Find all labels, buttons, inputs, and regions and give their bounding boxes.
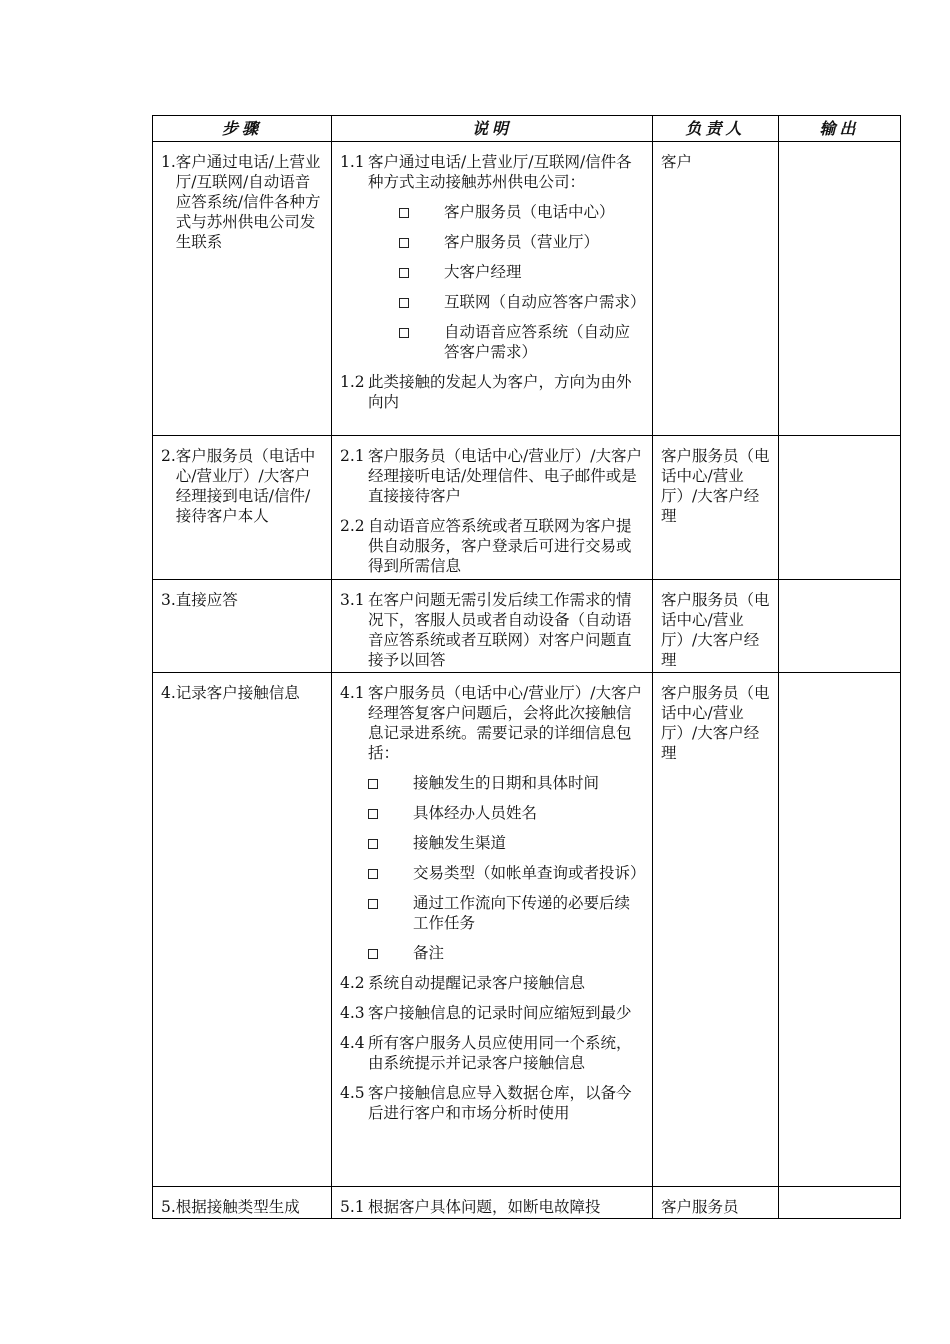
item-text: 系统自动提醒记录客户接触信息 [368, 974, 586, 992]
item-number: 4.2 [340, 974, 365, 992]
item-number: 3.1 [340, 591, 365, 609]
step-number: 2. [161, 447, 176, 465]
checkbox-bullet-icon [399, 208, 409, 218]
step-cell [153, 142, 332, 436]
output-cell [779, 673, 901, 1187]
bullet-text: 接触发生的日期和具体时间 [413, 774, 600, 792]
output-cell [779, 436, 901, 580]
step-cell [153, 580, 332, 673]
checkbox-bullet-icon [368, 949, 378, 959]
item-number: 2.1 [340, 447, 365, 465]
checkbox-bullet-icon [399, 298, 409, 308]
output-cell [779, 1187, 901, 1219]
output-text [779, 436, 900, 446]
owner-text: 客户服务员（电话中心/营业厅）/大客户经理 [661, 591, 770, 669]
owner-cell [653, 1187, 779, 1219]
output-cell [779, 142, 901, 436]
table-row [153, 142, 901, 436]
checkbox-bullet-icon [368, 839, 378, 849]
bullet-text: 具体经办人员姓名 [413, 804, 538, 822]
item-text: 所有客户服务人员应使用同一个系统，由系统提示并记录客户接触信息 [368, 1034, 632, 1072]
owner-text: 客户服务员（电话中心/营业厅）/大客户经理 [661, 447, 770, 525]
checkbox-bullet-icon [368, 869, 378, 879]
owner-text: 客户服务员 [661, 1198, 739, 1216]
owner-cell [653, 580, 779, 673]
output-cell [779, 580, 901, 673]
checkbox-bullet-icon [368, 779, 378, 789]
owner-cell [653, 436, 779, 580]
bullet-text: 自动语音应答系统（自动应答客户需求） [444, 323, 631, 361]
output-text [779, 1187, 900, 1197]
step-number: 1. [161, 153, 176, 171]
header-row [153, 116, 901, 142]
step-text: 客户通过电话/上营业厅/互联网/自动语音应答系统/信件各种方式与苏州供电公司发生联系 [175, 153, 321, 251]
bullet-text: 客户服务员（营业厅） [444, 233, 600, 251]
process-table [152, 115, 901, 1219]
item-text: 客户接触信息的记录时间应缩短到最少 [368, 1004, 632, 1022]
owner-cell [653, 142, 779, 436]
step-number: 5. [161, 1198, 176, 1216]
item-number: 2.2 [340, 517, 365, 535]
item-text: 客户接触信息应导入数据仓库，以备今后进行客户和市场分析时使用 [368, 1084, 632, 1122]
owner-cell [653, 673, 779, 1187]
table-row [153, 1187, 901, 1219]
bullet-text: 互联网（自动应答客户需求） [444, 293, 646, 311]
owner-text: 客户服务员（电话中心/营业厅）/大客户经理 [661, 684, 770, 762]
item-number: 4.5 [340, 1084, 365, 1102]
checkbox-bullet-icon [399, 268, 409, 278]
item-number: 4.3 [340, 1004, 365, 1022]
checkbox-bullet-icon [399, 238, 409, 248]
header-output: 输出 [779, 116, 901, 142]
description-cell [332, 580, 653, 673]
item-text: 此类接触的发起人为客户，方向为由外向内 [368, 373, 632, 411]
step-number: 4. [161, 684, 176, 702]
item-text: 自动语音应答系统或者互联网为客户提供自动服务，客户登录后可进行交易或得到所需信息 [368, 517, 632, 575]
checkbox-bullet-icon [368, 809, 378, 819]
item-number: 4.4 [340, 1034, 365, 1052]
description-cell [332, 1187, 653, 1219]
item-text: 在客户问题无需引发后续工作需求的情况下，客服人员或者自动设备（自动语音应答系统或者互联网）对客户问题直接予以回答 [368, 591, 632, 669]
step-cell [153, 1187, 332, 1219]
step-number: 3. [161, 591, 176, 609]
step-text: 直接应答 [175, 591, 238, 609]
item-number: 1.2 [340, 373, 365, 391]
bullet-text: 客户服务员（电话中心） [444, 203, 615, 221]
checkbox-bullet-icon [399, 328, 409, 338]
item-number: 1.1 [340, 153, 365, 171]
item-text: 客户服务员（电话中心/营业厅）/大客户经理答复客户问题后，会将此次接触信息记录进系统。需要记录的详细信息包括： [368, 684, 642, 762]
output-text [779, 142, 900, 152]
step-text: 客户服务员（电话中心/营业厅）/大客户经理接到电话/信件/接待客户本人 [175, 447, 316, 525]
item-text: 客户服务员（电话中心/营业厅）/大客户经理接听电话/处理信件、电子邮件或是直接接待客户 [368, 447, 642, 505]
header-owner: 负责人 [653, 116, 779, 142]
step-cell [153, 673, 332, 1187]
item-text: 根据客户具体问题，如断电故障投 [368, 1198, 601, 1216]
description-cell [332, 673, 653, 1187]
step-cell [153, 436, 332, 580]
item-number: 4.1 [340, 684, 365, 702]
item-text: 客户通过电话/上营业厅/互联网/信件各种方式主动接触苏州供电公司： [368, 153, 632, 191]
bullet-text: 交易类型（如帐单查询或者投诉） [413, 864, 646, 882]
checkbox-bullet-icon [368, 899, 378, 909]
table-row [153, 673, 901, 1187]
description-cell [332, 142, 653, 436]
bullet-text: 接触发生渠道 [413, 834, 507, 852]
output-text [779, 580, 900, 590]
bullet-text: 大客户经理 [444, 263, 522, 281]
description-cell [332, 436, 653, 580]
header-description: 说明 [332, 116, 653, 142]
table-row [153, 436, 901, 580]
bullet-text: 通过工作流向下传递的必要后续工作任务 [413, 894, 631, 932]
step-text: 记录客户接触信息 [175, 684, 300, 702]
bullet-text: 备注 [413, 944, 445, 962]
owner-text: 客户 [661, 153, 693, 171]
table-row [153, 580, 901, 673]
header-step: 步骤 [153, 116, 332, 142]
item-number: 5.1 [340, 1198, 365, 1216]
step-text: 根据接触类型生成 [175, 1198, 300, 1216]
output-text [779, 673, 900, 683]
